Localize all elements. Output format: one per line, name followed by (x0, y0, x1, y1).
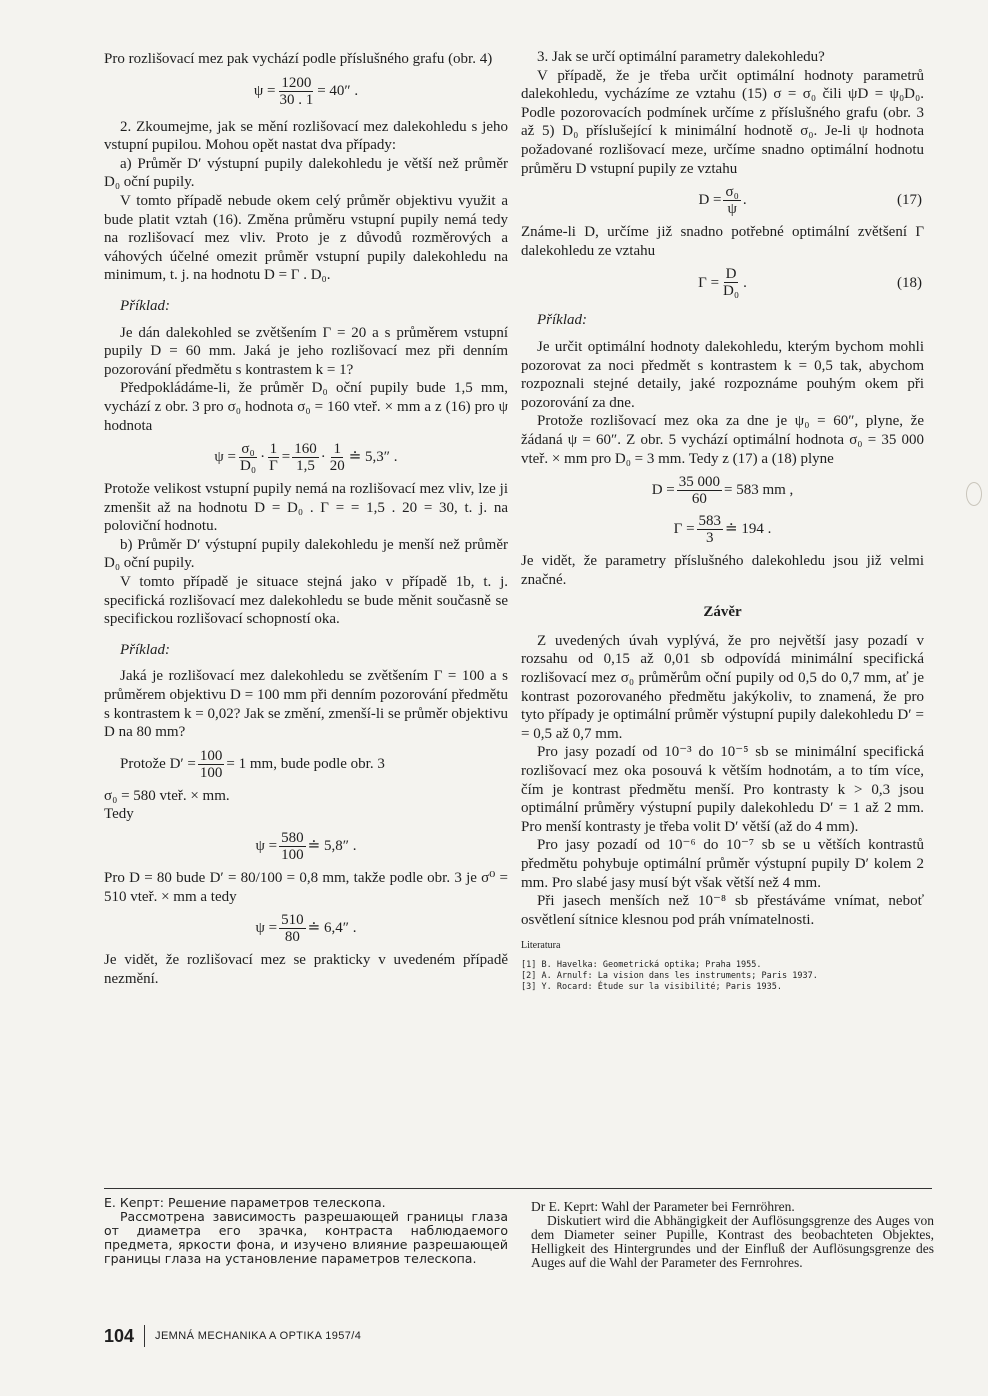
paragraph: Při jasech menších než 10⁻⁸ sb přestáváme vnímat, neboť osvětlení sítnice klesnou pod práh vnímatelnosti. (521, 893, 924, 928)
example-heading: Příklad: (120, 297, 170, 314)
fraction: $\frac{580}{100}$ (281, 830, 304, 863)
paragraph: Předpokládáme-li, že průměr D₀ oční pupily bude 1,5 mm, vychází z obr. 3 pro σ₀ hodnota σ₀ = 160 vteř. × mm a z (16) pro ψ hodnota (104, 380, 508, 434)
equation-number: (17) (897, 192, 922, 209)
paragraph: Z uvedených úvah vyplývá, že pro největší jasy pozadí v rozsahu od 0,15 až 0,01 sb odpovídá minimální specifická rozlišovací mez σ₀ průměrům oční pupily od 0,5 do 0,7 mm, ať je kontrast pozorovaného předmětu jakýkoliv, to znamená, že pro tyto případy je optimální průměr výstupní pupily dalekohledu D′ = = 0,5 až 0,7 mm. (521, 632, 924, 742)
left-column (104, 50, 508, 988)
section-heading: 3. Jak se určí optimální parametry dalekohledu? (537, 49, 825, 65)
paragraph: Protože rozlišovací mez oka za dne je ψ₀ = 60″, plyne, že žádaná ψ = 60″. Z obr. 5 vychází optimální hodnota σ₀ = 35 000 vteř. × mm pro D₀ = 3 mm. Tedy z (17) a (18) plyne (521, 413, 924, 467)
equation: Protože D′ = $\frac{100}{100}$ = 1 mm, bude podle obr. 3 (120, 747, 385, 781)
equation-18: Γ = $\frac{D}{\text{D₀}}$ . (18) (698, 266, 922, 300)
paragraph: b) Průměr D′ výstupní pupily dalekohledu je menší než průměr D₀ oční pupily. (104, 536, 508, 572)
paragraph: Je vidět, že rozlišovací mez se prakticky v uvedeném případě nezmění. (104, 952, 508, 987)
abstract-title: Dr E. Keprt: Wahl der Parameter bei Fernröhren. (531, 1199, 795, 1214)
equation-17: D = $\frac{\text{σ₀}}{\psi}$ . (17) (698, 184, 922, 218)
paragraph: Protože velikost vstupní pupily nemá na rozlišovací mez vliv, lze ji zmenšit až na hodnotu D = D₀ . Γ = = 1,5 . 20 = 30, t. j. na poloviční hodnotu. (104, 481, 508, 535)
paragraph: V případě, že je třeba určit optimální hodnoty parametrů dalekohledu, vycházíme ze vztahu (15) σ = σ₀ čili ψD = ψ₀D₀. Podle pozorovacích podmínek určíme z příslušného grafu (obr. 3 až 5) D₀ příslušející k minimální hodnotě σ₀. Je-li ψ hodnota požadované rozlišovací meze, určíme snadno optimální hodnotu průměru D vstupní pupily ze vztahu (521, 67, 924, 177)
equation: ψ = $\frac{510}{80}$ ≐ 6,4″ . (255, 912, 357, 946)
fraction: $\frac{1200}{30 . 1}$ (279, 74, 314, 108)
divider (144, 1325, 145, 1347)
fraction: $\frac{\text{σ₀}}{\text{D₀}}$ (240, 441, 257, 475)
paragraph: σ₀ = 580 vteř. × mm. (104, 787, 230, 804)
page-number: 104 (104, 1325, 135, 1346)
equation: ψ = $\frac{1200}{30 . 1}$ = 40″ . (253, 74, 359, 108)
paragraph: Je vidět, že parametry příslušného dalekohledu jsou již velmi značné. (521, 553, 924, 588)
paragraph: Tedy (104, 806, 134, 823)
fraction: $\frac{160}{1,5}$ (294, 441, 317, 475)
fraction: $\frac{D}{\text{D₀}}$ (723, 266, 740, 300)
paragraph: Pro jasy pozadí od 10⁻⁶ do 10⁻⁷ sb se u větších kontrastů předmětu pohybuje optimální průměr výstupní pupily D′ kolem 2 mm. Pro slabé jasy musí být však větší než 4 mm. (521, 837, 924, 891)
paragraph: Jaká je rozlišovací mez dalekohledu se zvětšením Γ = 100 a s průměrem objektivu D = 100 mm při denním pozorování předmětu s kontrastem k = 0,02? Jak se změní, zmenší-li se průměr objektivu D na 80 mm? (104, 668, 508, 741)
abstract-russian (104, 1196, 508, 1266)
equation: ψ = $\frac{580}{100}$ ≐ 5,8″ . (255, 830, 357, 863)
abstract-title: Е. Кепрт: Решение параметров телескопа. (104, 1195, 386, 1210)
binding-hole (966, 482, 982, 506)
abstract-body: Diskutiert wird die Abhängigkeit der Auflösungsgrenze des Auges von dem Diameter seiner Pupille, Kontrast des beobachteten Objektes, Helligkeit des Hintergrundes und der Einfluß der Auflösungsgrenze des Auges auf die Wahl der Parameter des Fernrohres. (531, 1213, 934, 1270)
journal-name: JEMNÁ MECHANIKA A OPTIKA 1957/4 (155, 1330, 362, 1342)
fraction: $\frac{1}{\Gamma}$ (269, 441, 278, 475)
reference-item: [1] B. Havelka: Geometrická optika; Praha 1955. (521, 960, 762, 971)
divider (104, 1188, 932, 1189)
abstract-german (531, 1200, 934, 1270)
equation: ψ = $\frac{\text{σ₀}}{\text{D₀}}$ · $\frac{1}{\Gamma}$ = $\frac{160}{1,5}$ · $\frac{1}{20}$ ≐ 5,3″ . (214, 441, 398, 475)
paragraph: Je dán dalekohled se zvětšením Γ = 20 a s průměrem vstupní pupily D = 60 mm. Jaká je jeho rozlišovací mez při denním pozorování předmětu s kontrastem k = 1? (104, 324, 508, 378)
abstract-body: Рассмотрена зависимость разрешающей границы глаза от диаметра его зрачка, контраста наблюдаемого предмета, яркости фона, и изучено влияние разрешающей границы глаза на установление параметров телескопа. (104, 1209, 508, 1266)
page-footer (104, 1325, 361, 1347)
example-heading: Příklad: (537, 312, 587, 329)
fraction: $\frac{583}{3}$ (698, 513, 722, 547)
paragraph: V tomto případě je situace stejná jako v případě 1b, t. j. specifická rozlišovací mez dalekohledu se bude měnit současně se specifickou rozlišovací schopností oka. (104, 574, 508, 628)
equation: Γ = $\frac{583}{3}$ ≐ 194 . (673, 513, 772, 547)
paragraph: Je určit optimální hodnoty dalekohledu, kterým bychom mohli pozorovat za noci předmět s kontrastem k = 0,5 tak, abychom rozpoznali stejné detaily, jaké rozpoznáme pouhým okem při pozorování za dne. (521, 338, 924, 411)
fraction: $\frac{1}{20}$ (329, 441, 345, 475)
paragraph: Pro jasy pozadí od 10⁻³ do 10⁻⁵ sb se minimální specifická rozlišovací mez oka posouvá k větším hodnotám, a to tím více, čím je kontrast předmětu menší. Pro kontrasty k > 0,3 jsou optimální průměry výstupní pupily dalekohledu D′ = 1 až 2 mm. Pro menší kontrasty je třeba volit D′ větší (až do 4 mm). (521, 744, 924, 835)
paragraph: a) Průměr D′ výstupní pupily dalekohledu je větší než průměr D₀ oční pupily. (104, 155, 508, 191)
reference-item: [3] Y. Rocard: Étude sur la visibilité; Paris 1935. (521, 982, 782, 993)
conclusion-heading: Závěr (703, 604, 742, 621)
paragraph: Pro rozlišovací mez pak vychází podle příslušného grafu (obr. 4) (104, 51, 493, 67)
equation: D = $\frac{35 000}{60}$ = 583 mm , (651, 474, 794, 508)
references-title: Literatura (521, 940, 561, 952)
paragraph: Pro D = 80 bude D′ = 80/100 = 0,8 mm, takže podle obr. 3 je σ⁰ = 510 vteř. × mm a tedy (104, 870, 508, 905)
fraction: $\frac{35 000}{60}$ (678, 474, 720, 508)
reference-item: [2] A. Arnulf: La vision dans les instruments; Paris 1937. (521, 971, 818, 982)
paragraph: V tomto případě nebude okem celý průměr objektivu využit a bude platit vztah (16). Změna průměru vstupní pupily nemá tedy na rozlišovací mez vliv. Proto je z důvodů rozměrových a váhových účelné omezit průměr vstupní pupily dalekohledu na minimum, t. j. na hodnotu D = Γ . D₀. (104, 192, 508, 284)
fraction: $\frac{510}{80}$ (281, 912, 304, 946)
example-heading: Příklad: (120, 641, 170, 658)
fraction: $\frac{\text{σ₀}}{\psi}$ (725, 184, 739, 218)
fraction: $\frac{100}{100}$ (199, 747, 223, 781)
paragraph: Známe-li D, určíme již snadno potřebné optimální zvětšení Γ dalekohledu ze vztahu (521, 224, 924, 259)
equation-number: (18) (897, 274, 922, 291)
paragraph: 2. Zkoumejme, jak se mění rozlišovací mez dalekohledu s jeho vstupní pupilou. Mohou opět nastat dva případy: (104, 118, 508, 154)
right-column (521, 48, 924, 993)
references-list (521, 960, 924, 993)
